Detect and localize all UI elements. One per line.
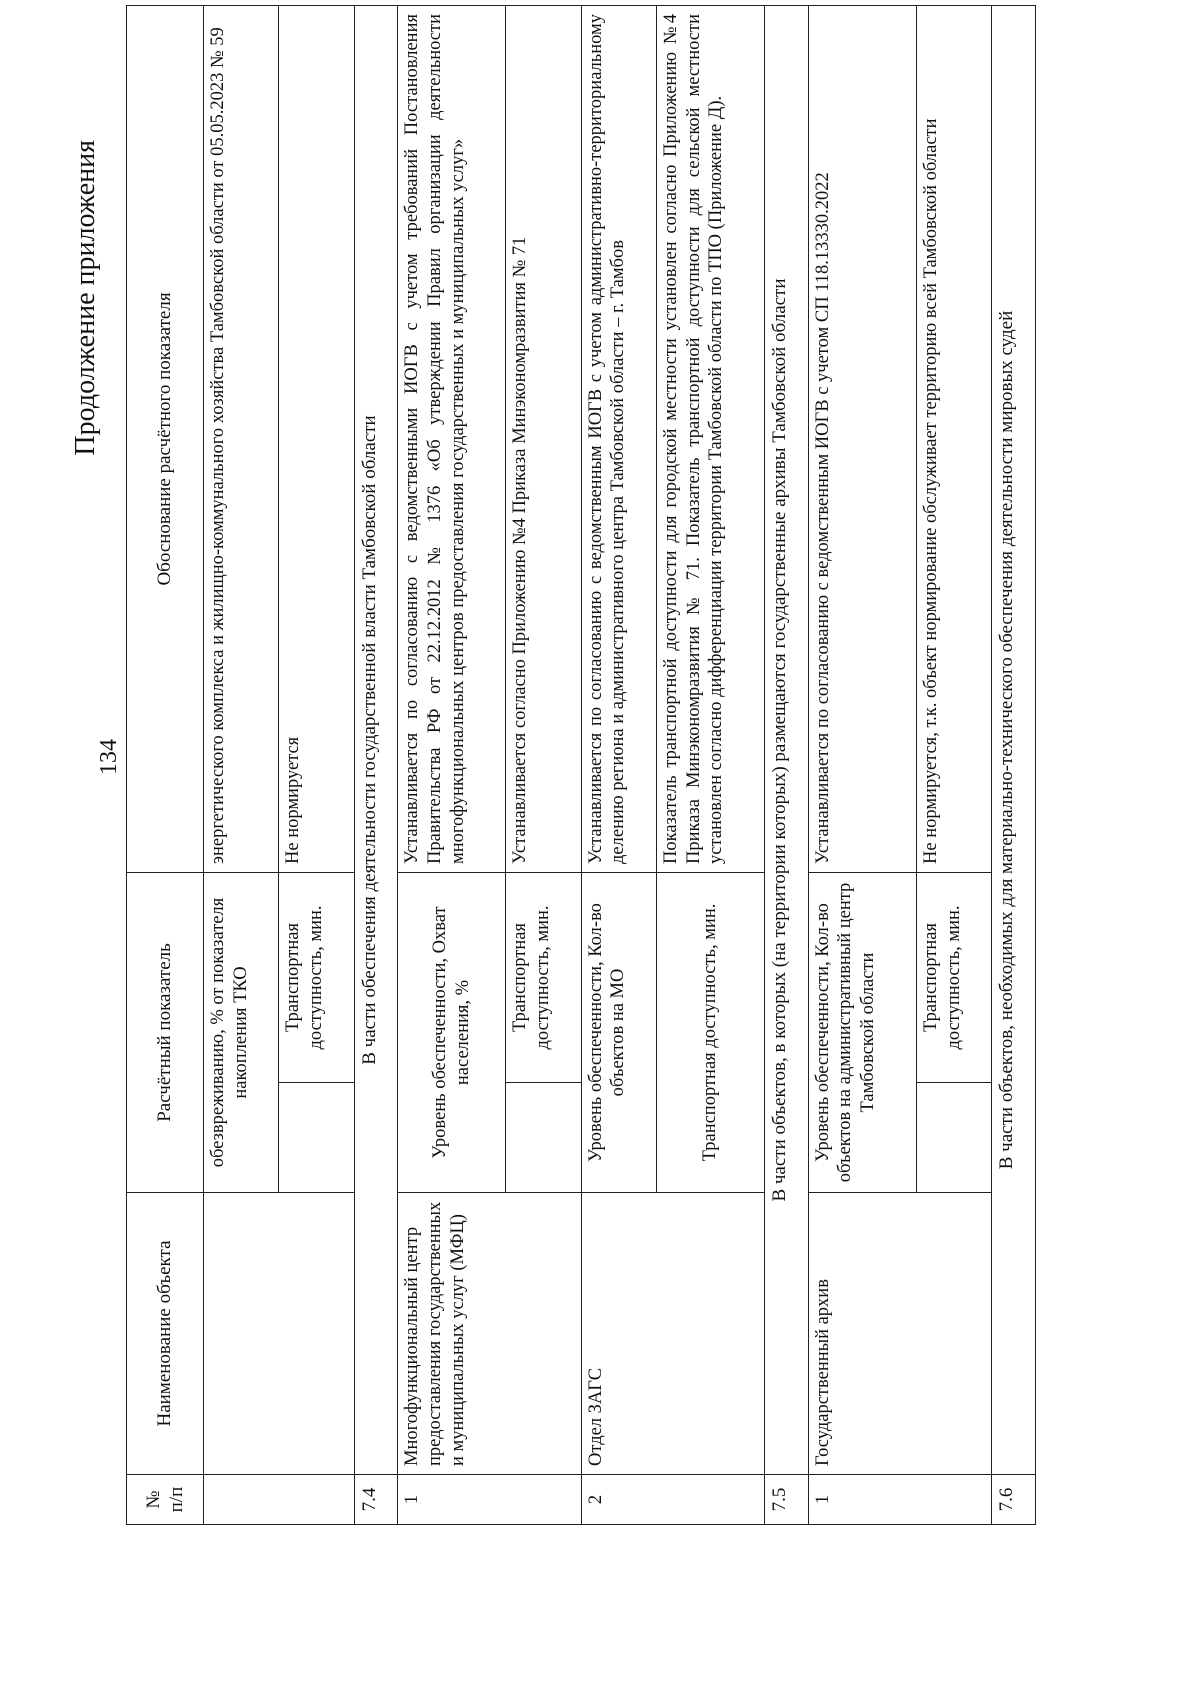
section-row: [765, 6, 809, 1525]
document-table: [126, 5, 1036, 1525]
header-justification: Обоснование расчётного показателя: [127, 6, 204, 873]
justification: Устанавливается по согласованию с ведомственными ИОГВ с учетом требований Постановления Правительства РФ от 22.12.2012 № 1376 «Об утверждении Правил организации деятельности многофункциональных центров предоставления государственных и муниципальных услуг»: [398, 6, 506, 873]
justification: Устанавливается по согласованию с ведомственным ИОГВ с учетом административно-территориальному делению региона и административного центра Тамбовской области – г. Тамбов: [581, 6, 656, 873]
cont-indicator: Транспортная доступность, мин.: [279, 872, 354, 1082]
section-title: В части объектов, необходимых для материально-технического обеспечения деятельности мировых судей: [992, 6, 1036, 1475]
indicator-blank: [916, 1083, 991, 1193]
header-name: Наименование объекта: [127, 1193, 204, 1475]
cont-indicator-blank: [279, 1083, 354, 1193]
continuation-title: Продолжение приложения: [70, 140, 101, 456]
object-name: Многофункциональный центр предоставления государственных и муниципальных услуг (МФЦ): [398, 1193, 581, 1475]
indicator-blank: [506, 1083, 581, 1193]
row-num: 1: [398, 1475, 581, 1525]
section-num: 7.6: [992, 1475, 1036, 1525]
header-indicator: Расчётный показатель: [127, 872, 204, 1192]
object-name: Государственный архив: [808, 1193, 991, 1475]
table-row: [808, 6, 916, 1525]
table-row: [398, 6, 506, 1525]
indicator: Уровень обеспеченности, Охват населения, %: [398, 872, 506, 1192]
table-header-row: [127, 6, 204, 1525]
cont-justification: Не нормируется: [279, 6, 354, 873]
indicator: Уровень обеспеченности, Кол-во объектов на МО: [581, 872, 656, 1192]
page-number: 134: [96, 739, 122, 775]
justification: Устанавливается согласно Приложению №4 Приказа Минэкономразвития № 71: [506, 6, 581, 873]
cont-name-cell: [204, 1193, 355, 1475]
indicator: Уровень обеспеченности, Кол-во объектов на административный центр Тамбовской области: [808, 872, 916, 1192]
row-num: 1: [808, 1475, 991, 1525]
cont-justification: энергетического комплекса и жилищно-коммунального хозяйства Тамбовской области от 05.05.2023 № 59: [204, 6, 279, 873]
cont-indicator: обезвреживанию, % от показателя накопления ТКО: [204, 872, 279, 1192]
table-row: [581, 6, 656, 1525]
justification: Показатель транспортной доступности для городской местности установлен согласно Приложению №4 Приказа Минэкономразвития № 71. Показатель транспортной доступности для сельской местности установлен согласно дифференциации территории Тамбовской области по ТПО (Приложение Д).: [657, 6, 765, 873]
section-row: [354, 6, 398, 1525]
header-num: № п/п: [127, 1475, 204, 1525]
object-name: Отдел ЗАГС: [581, 1193, 764, 1475]
justification: Устанавливается по согласованию с ведомственным ИОГВ с учетом СП 118.13330.2022: [808, 6, 916, 873]
section-row: [992, 6, 1036, 1525]
indicator: Транспортная доступность, мин.: [657, 872, 765, 1192]
row-num: 2: [581, 1475, 764, 1525]
section-title: В части обеспечения деятельности государственной власти Тамбовской области: [354, 6, 398, 1475]
table-row: [204, 6, 279, 1525]
cont-num-cell: [204, 1475, 355, 1525]
indicator: Транспортная доступность, мин.: [916, 872, 991, 1082]
indicator: Транспортная доступность, мин.: [506, 872, 581, 1082]
section-title: В части объектов, в которых (на территории которых) размещаются государственные архивы Тамбовской области: [765, 6, 809, 1475]
justification: Не нормируется, т.к. объект нормирование обслуживает территорию всей Тамбовской области: [916, 6, 991, 873]
section-num: 7.4: [354, 1475, 398, 1525]
section-num: 7.5: [765, 1475, 809, 1525]
